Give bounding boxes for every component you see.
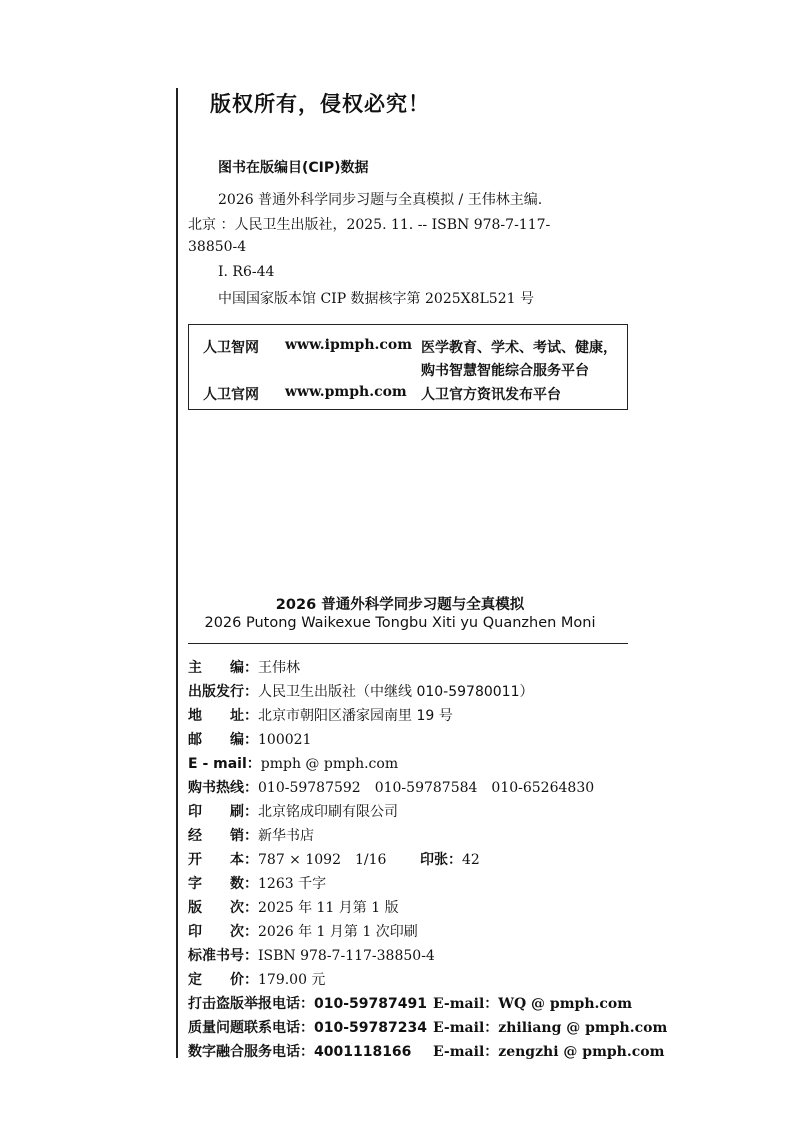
value-impression: 2026 年 1 月第 1 次印刷 (258, 924, 418, 940)
platform-2-name: 人卫官网 (203, 387, 259, 403)
platform-2-desc: 人卫官方资讯发布平台 (421, 387, 561, 403)
detail-publisher (188, 681, 533, 701)
contact-piracy (188, 993, 633, 1013)
label-edition: 版 次： (188, 900, 258, 916)
label-publisher: 出版发行： (188, 684, 258, 700)
label-address: 地 址： (188, 708, 258, 724)
contact-digital-phone: 数字融合服务电话：4001118166 (188, 1044, 412, 1060)
label-email: E - mail： (188, 756, 261, 772)
contact-digital (188, 1041, 665, 1061)
detail-words (188, 873, 326, 893)
detail-printer (188, 801, 398, 821)
value-distributor: 新华书店 (258, 828, 314, 844)
label-sheets: 印张： (420, 852, 462, 868)
label-hotline: 购书热线： (188, 780, 258, 796)
value-words: 1263 千字 (258, 876, 327, 892)
cip-line-3: 38850-4 (188, 239, 247, 255)
platform-box (188, 324, 628, 410)
cip-line-4: Ⅰ. R6-44 (218, 264, 275, 280)
detail-isbn (188, 945, 435, 965)
label-editor: 主 编： (188, 660, 258, 676)
value-email[interactable]: pmph @ pmph.com (260, 756, 399, 772)
label-postcode: 邮 编： (188, 732, 258, 748)
platform-1-url[interactable]: www.ipmph.com (285, 337, 413, 353)
copyright-notice: 版权所有，侵权必究！ (210, 92, 430, 116)
detail-distributor (188, 825, 314, 845)
contact-piracy-email[interactable]: E-mail：WQ @ pmph.com (433, 996, 633, 1012)
value-editor: 王伟林 (258, 660, 300, 676)
value-edition: 2025 年 11 月第 1 版 (258, 900, 399, 916)
detail-address (188, 705, 453, 725)
label-price: 定 价： (188, 972, 258, 988)
platform-1-name: 人卫智网 (203, 340, 259, 356)
value-address: 北京市朝阳区潘家园南里 19 号 (258, 708, 453, 724)
book-title-cn: 2026 普通外科学同步习题与全真模拟 (275, 597, 525, 613)
contact-piracy-phone: 打击盗版举报电话：010-59787491 (188, 996, 427, 1012)
contact-digital-email[interactable]: E-mail：zengzhi @ pmph.com (433, 1044, 665, 1060)
value-isbn: ISBN 978-7-117-38850-4 (258, 948, 435, 964)
detail-editor (188, 657, 300, 677)
platform-1-desc-cont: 购书智慧智能综合服务平台 (421, 363, 589, 379)
label-format: 开 本： (188, 852, 258, 868)
detail-postcode (188, 729, 311, 749)
detail-impression (188, 921, 418, 941)
label-distributor: 经 销： (188, 828, 258, 844)
value-postcode: 100021 (258, 732, 312, 748)
contact-quality-phone: 质量问题联系电话：010-59787234 (188, 1020, 427, 1036)
detail-email (188, 753, 398, 773)
contact-quality-email[interactable]: E-mail：zhiliang @ pmph.com (433, 1020, 668, 1036)
value-price: 179.00 元 (258, 972, 326, 988)
cip-line-1: 2026 普通外科学同步习题与全真模拟 / 王伟林主编. (218, 192, 543, 208)
label-impression: 印 次： (188, 924, 258, 940)
cip-line-2: 北京 ：人民卫生出版社，2025. 11. -- ISBN 978-7-117- (188, 217, 551, 233)
label-isbn: 标准书号： (188, 948, 258, 964)
value-printer: 北京铭成印刷有限公司 (258, 804, 398, 820)
label-printer: 印 刷： (188, 804, 258, 820)
platform-2-url[interactable]: www.pmph.com (285, 384, 407, 400)
contact-quality (188, 1017, 668, 1037)
cip-line-5: 中国国家版本馆 CIP 数据核字第 2025X8L521 号 (218, 291, 534, 307)
label-words: 字 数： (188, 876, 258, 892)
cip-heading: 图书在版编目(CIP)数据 (218, 160, 369, 176)
detail-format (188, 849, 386, 869)
value-publisher: 人民卫生出版社（中继线 010-59780011） (258, 684, 534, 700)
detail-price (188, 969, 325, 989)
title-divider (188, 643, 628, 644)
value-hotline: 010-59787592 010-59787584 010-65264830 (258, 780, 595, 796)
platform-1-desc: 医学教育、学术、考试、健康， (421, 340, 617, 356)
detail-hotline (188, 777, 594, 797)
value-format: 787 × 1092 1/16 (258, 852, 387, 868)
margin-vertical-rule (176, 88, 178, 1058)
detail-edition (188, 897, 399, 917)
detail-sheets (420, 849, 480, 869)
book-title-en: 2026 Putong Waikexue Tongbu Xiti yu Quanzhen Moni (204, 615, 596, 631)
value-sheets: 42 (462, 852, 480, 868)
